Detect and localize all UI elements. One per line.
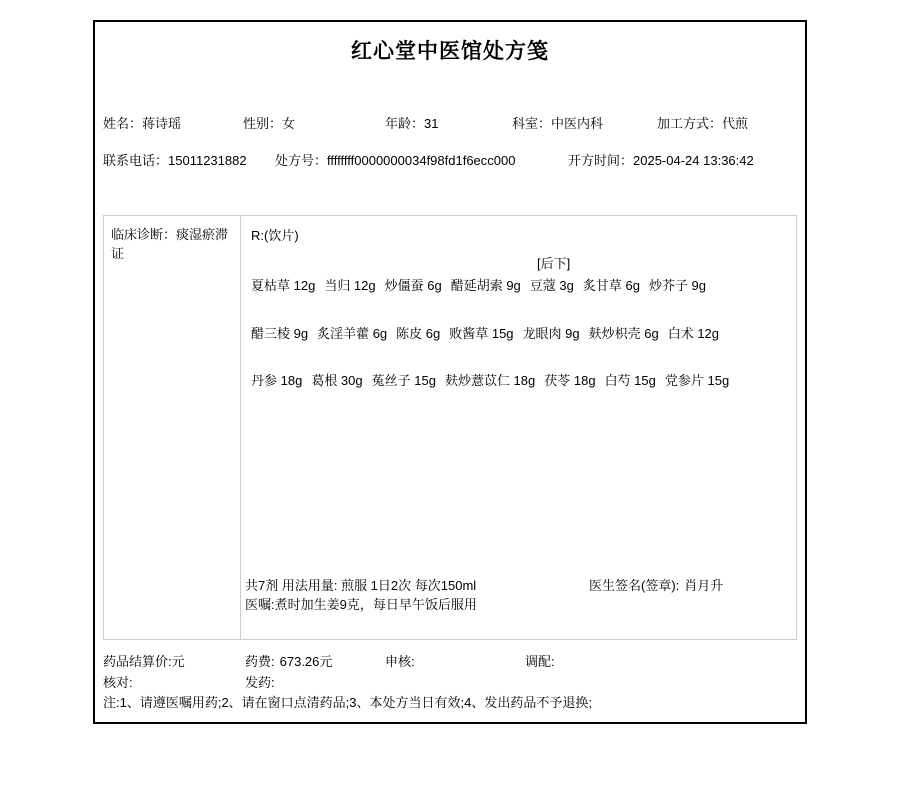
field-label: 申核:: [385, 654, 415, 669]
field-value: 肖月升: [684, 578, 724, 593]
medicine-item: 麸炒薏苡仁 18g: [444, 373, 536, 388]
field-label: 药品结算价:: [103, 654, 172, 669]
field-label: 性别：: [243, 116, 283, 131]
field-value: 31: [424, 116, 439, 131]
field-label: 姓名：: [103, 116, 143, 131]
dispense-field: [245, 673, 275, 692]
medicine-item: 白术 12g: [667, 326, 720, 341]
decoct-later-label: [后下]: [537, 256, 571, 271]
medicine-item: 炙甘草 6g: [582, 278, 640, 293]
prescription-number-field: [275, 151, 515, 170]
medicine-item: 炙淫羊藿 6g: [317, 326, 388, 341]
field-value: 元: [171, 654, 185, 669]
prescription-box: [103, 215, 797, 640]
medicine-item: 当归 12g: [324, 278, 376, 293]
field-label: 加工方式：: [657, 116, 723, 131]
doctor-instruction-line: 医嘱:煮时加生姜9克，每日早午饭后服用: [245, 597, 477, 612]
medicine-item: 炒僵蚕 6g: [384, 278, 442, 293]
field-value: 代煎: [722, 116, 749, 131]
medicine-item: 龙眼肉 9g: [522, 326, 580, 341]
rx-cell: [241, 216, 796, 639]
patient-name-field: [103, 114, 181, 133]
diagnosis-value: 痰湿瘀滞证: [111, 227, 229, 261]
doctor-signature-field: [589, 576, 723, 595]
medicine-line: [251, 371, 738, 390]
settlement-price-field: [103, 652, 185, 671]
medicine-item: 白芍 15g: [604, 373, 656, 388]
diagnosis-cell: [104, 216, 241, 639]
field-value: ffffffff0000000034f98fd1f6ecc000: [327, 153, 516, 168]
check-field: [103, 673, 133, 692]
phone-field: [103, 151, 247, 170]
medicine-item: 茯苓 18g: [544, 373, 596, 388]
drug-fee-field: [245, 652, 332, 671]
medicine-item: 醋延胡索 9g: [450, 278, 521, 293]
usage-line: 共7剂 用法用量: 煎服 1日2次 每次150ml: [245, 578, 477, 593]
medicine-item: 醋三棱 9g: [251, 326, 309, 341]
age-field: [385, 114, 438, 133]
medicine-item: 麸炒枳壳 6g: [588, 326, 659, 341]
medicine-item: 葛根 30g: [311, 373, 363, 388]
field-value: 15011231882: [168, 153, 247, 168]
processing-method-field: [657, 114, 748, 133]
compound-field: [525, 652, 555, 671]
field-label: 调配:: [525, 654, 555, 669]
medicine-item: 陈皮 6g: [396, 326, 441, 341]
field-label: 核对:: [103, 675, 133, 690]
prescription-time-field: [568, 151, 754, 170]
medicine-line: [251, 276, 715, 295]
field-value: 蒋诗瑶: [142, 116, 182, 131]
field-value: 中医内科: [551, 116, 604, 131]
medicine-item: 菟丝子 15g: [371, 373, 436, 388]
medicine-item: 豆蔻 3g: [529, 278, 574, 293]
field-label: 处方号：: [275, 153, 328, 168]
rx-header: R:(饮片): [251, 228, 299, 243]
medicine-item: 败酱草 15g: [449, 326, 514, 341]
field-label: 年龄：: [385, 116, 425, 131]
medicine-item: 党参片 15g: [664, 373, 730, 388]
field-label: 发药:: [245, 675, 275, 690]
diagnosis-label: 临床诊断：: [111, 227, 177, 242]
medicine-line: [251, 324, 728, 343]
field-value: 673.26元: [279, 654, 333, 669]
page-title: 红心堂中医馆处方笺: [351, 40, 549, 63]
medicine-item: 炒芥子 9g: [648, 278, 707, 293]
medicine-item: 夏枯草 12g: [251, 278, 316, 293]
footer-note: 注:1、请遵医嘱用药;2、请在窗口点清药品;3、本处方当日有效;4、发出药品不予退换;: [103, 695, 592, 710]
field-label: 联系电话：: [103, 153, 169, 168]
field-label: 开方时间：: [568, 153, 634, 168]
field-value: 2025-04-24 13:36:42: [633, 153, 754, 168]
field-label: 科室：: [512, 116, 552, 131]
review-field: [385, 652, 415, 671]
field-value: 女: [282, 116, 296, 131]
field-label: 药费:: [245, 654, 275, 669]
medicine-item: 丹参 18g: [251, 373, 303, 388]
prescription-frame: [93, 20, 807, 724]
field-label: 医生签名(签章):: [589, 578, 680, 593]
department-field: [512, 114, 603, 133]
gender-field: [243, 114, 295, 133]
